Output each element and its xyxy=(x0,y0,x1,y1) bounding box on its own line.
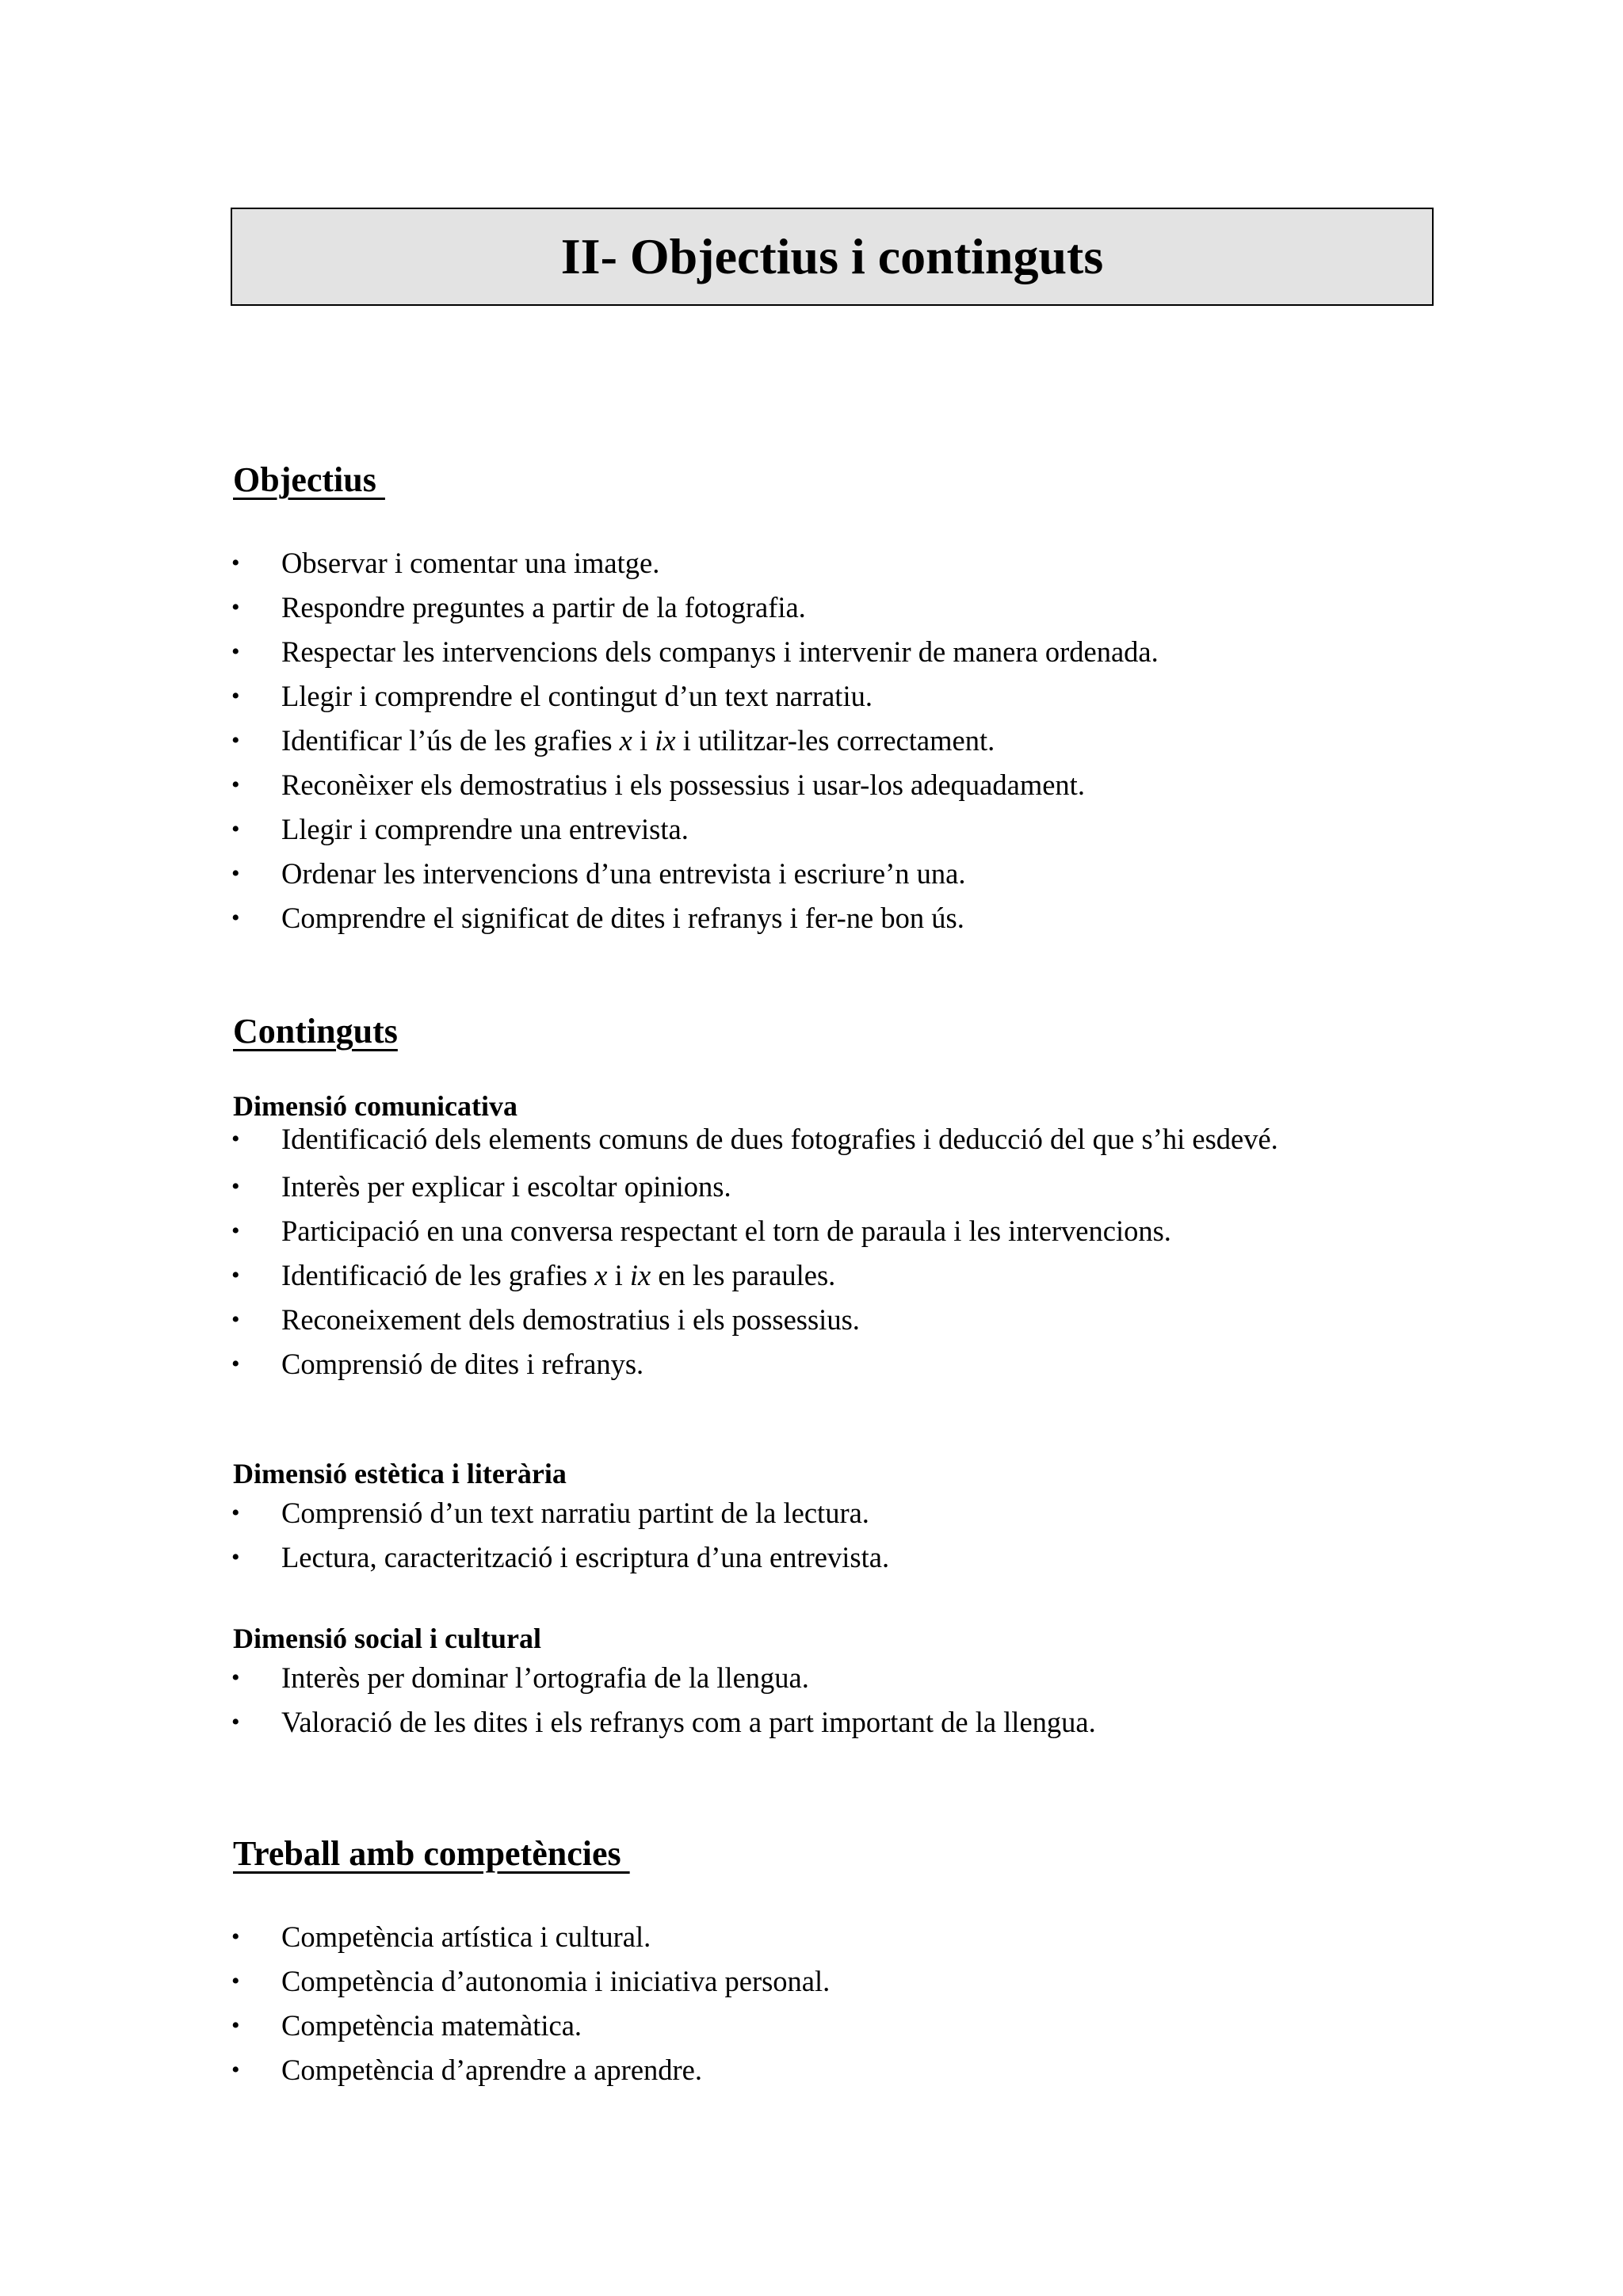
bullet-icon: • xyxy=(231,1306,240,1333)
bullet-icon: • xyxy=(231,1968,240,1994)
bullet-icon: • xyxy=(231,683,240,709)
sub-heading-comunicativa: Dimensió comunicativa xyxy=(233,1090,517,1122)
list-item: • Competència d’autonomia i iniciativa personal. xyxy=(0,1959,1623,2004)
bullet-icon: • xyxy=(231,1665,240,1691)
list-item: • Llegir i comprendre el contingut d’un text narratiu. xyxy=(0,674,1623,719)
bullet-icon: • xyxy=(231,2057,240,2083)
bullet-icon: • xyxy=(231,1500,240,1526)
competencies-list xyxy=(0,1915,1623,2092)
objectius-list xyxy=(0,541,1623,940)
list-item: • Competència matemàtica. xyxy=(0,2004,1623,2048)
bullet-icon: • xyxy=(231,1262,240,1288)
list-item: • Competència d’aprendre a aprendre. xyxy=(0,2048,1623,2092)
list-item: • Identificació de les grafies x i ix en les paraules. xyxy=(0,1253,1623,1298)
sub-heading-social: Dimensió social i cultural xyxy=(233,1623,541,1654)
list-item: • Ordenar les intervencions d’una entrevista i escriure’n una. xyxy=(0,852,1623,896)
bullet-icon: • xyxy=(231,727,240,753)
bullet-icon: • xyxy=(231,594,240,620)
sub-heading-estetica: Dimensió estètica i literària xyxy=(233,1458,567,1489)
section-heading-competencies: Treball amb competències xyxy=(233,1834,630,1873)
list-item: • Reconeixement dels demostratius i els possessius. xyxy=(0,1298,1623,1342)
list-item: • Lectura, caracterització i escriptura d’una entrevista. xyxy=(0,1535,1623,1580)
list-item: • Valoració de les dites i els refranys com a part important de la llengua. xyxy=(0,1700,1623,1745)
bullet-icon: • xyxy=(231,1173,240,1199)
bullet-icon: • xyxy=(231,860,240,887)
list-item: • Interès per explicar i escoltar opinions. xyxy=(0,1165,1623,1209)
bullet-icon: • xyxy=(231,1924,240,1950)
list-item: • Participació en una conversa respectant el torn de paraula i les intervencions. xyxy=(0,1209,1623,1253)
list-item: • Respondre preguntes a partir de la fotografia. xyxy=(0,585,1623,630)
bullet-icon: • xyxy=(231,816,240,842)
bullet-icon: • xyxy=(231,772,240,798)
list-item: • Identificar l’ús de les grafies x i ix i utilitzar-les correctament. xyxy=(0,719,1623,763)
bullet-icon: • xyxy=(231,905,240,931)
comunicativa-list xyxy=(0,1120,1623,1386)
list-item: • Competència artística i cultural. xyxy=(0,1915,1623,1959)
estetica-list xyxy=(0,1491,1623,1580)
bullet-icon: • xyxy=(231,1709,240,1735)
bullet-icon: • xyxy=(231,1351,240,1377)
section-heading-objectius: Objectius xyxy=(233,460,385,499)
bullet-icon: • xyxy=(231,1218,240,1244)
page-title: II- Objectius i continguts xyxy=(560,228,1104,284)
list-item: • Comprensió d’un text narratiu partint de la lectura. xyxy=(0,1491,1623,1535)
list-item: • Comprensió de dites i refranys. xyxy=(0,1342,1623,1386)
list-item: • Interès per dominar l’ortografia de la llengua. xyxy=(0,1656,1623,1700)
list-item: • Identificació dels elements comuns de dues fotografies i deducció del que s’hi esdevé. xyxy=(0,1120,1623,1158)
title-box xyxy=(231,208,1434,306)
list-item: • Reconèixer els demostratius i els possessius i usar-los adequadament. xyxy=(0,763,1623,807)
list-item: • Llegir i comprendre una entrevista. xyxy=(0,807,1623,852)
list-item: • Comprendre el significat de dites i refranys i fer-ne bon ús. xyxy=(0,896,1623,940)
bullet-icon: • xyxy=(231,1544,240,1570)
bullet-icon: • xyxy=(231,2012,240,2039)
bullet-icon: • xyxy=(231,639,240,665)
section-heading-continguts: Continguts xyxy=(233,1012,398,1051)
social-list xyxy=(0,1656,1623,1745)
list-item: • Respectar les intervencions dels companys i intervenir de manera ordenada. xyxy=(0,630,1623,674)
bullet-icon: • xyxy=(231,550,240,576)
list-item: • Observar i comentar una imatge. xyxy=(0,541,1623,585)
bullet-icon: • xyxy=(231,1126,240,1152)
